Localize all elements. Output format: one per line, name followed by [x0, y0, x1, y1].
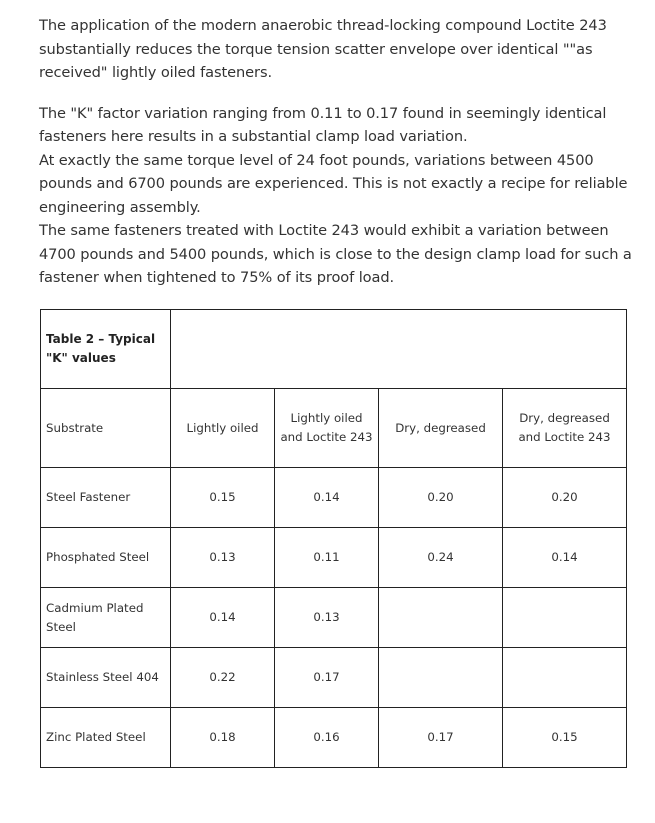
table-cell: 0.20: [503, 468, 627, 528]
header-lightly-oiled-loctite: Lightly oiled and Loctite 243: [275, 389, 379, 468]
table-cell: 0.11: [275, 528, 379, 588]
table-cell: 0.15: [171, 468, 275, 528]
table-cell: 0.14: [171, 588, 275, 648]
table-caption-empty-cell: [171, 310, 627, 389]
header-dry-degreased: Dry, degreased: [379, 389, 503, 468]
table-cell: 0.24: [379, 528, 503, 588]
table-cell: [379, 588, 503, 648]
table-cell: 0.18: [171, 708, 275, 768]
table-cell: [503, 648, 627, 708]
table-header-row: [41, 389, 627, 468]
table-row: [41, 528, 627, 588]
table-cell: 0.15: [503, 708, 627, 768]
text-line: 4700 pounds and 5400 pounds, which is close to the design clamp load for such a: [39, 245, 632, 263]
table-caption: [41, 310, 171, 389]
text-line: substantially reduces the torque tension scatter envelope over identical ""as: [39, 40, 593, 58]
row-label: Cadmium Plated Steel: [41, 588, 171, 648]
table-row: [41, 588, 627, 648]
table-cell: 0.13: [275, 588, 379, 648]
table-caption-line: Table 2 – Typical: [46, 332, 156, 346]
text-line: The same fasteners treated with Loctite 243 would exhibit a variation between: [39, 222, 609, 239]
table-cell: 0.17: [275, 648, 379, 708]
table-row: [41, 468, 627, 528]
text-line: At exactly the same torque level of 24 foot pounds, variations between 4500: [39, 151, 594, 169]
table-row: [41, 648, 627, 708]
text-line: pounds and 6700 pounds are experienced. This is not exactly a recipe for reliable: [39, 175, 628, 192]
table-cell: 0.14: [275, 468, 379, 528]
row-label: Steel Fastener: [41, 468, 171, 528]
table-caption-row: [41, 310, 627, 389]
text-line: fasteners here results in a substantial clamp load variation.: [39, 128, 468, 145]
header-dry-degreased-loctite: Dry, degreased and Loctite 243: [503, 389, 627, 468]
paragraph-loctite-intro: [39, 14, 629, 85]
table-caption-line: "K" values: [46, 351, 116, 365]
header-substrate: Substrate: [41, 389, 171, 468]
table-cell: [503, 588, 627, 648]
article-body: [39, 14, 632, 290]
text-line: The "K" factor variation ranging from 0.11 to 0.17 found in seemingly identical: [39, 104, 607, 122]
table-cell: 0.16: [275, 708, 379, 768]
table-cell: 0.22: [171, 648, 275, 708]
table-cell: 0.14: [503, 528, 627, 588]
table-cell: [379, 648, 503, 708]
table-row: [41, 708, 627, 768]
table-cell: 0.20: [379, 468, 503, 528]
text-line: The application of the modern anaerobic thread-locking compound Loctite 243: [39, 17, 607, 34]
text-line: engineering assembly.: [39, 198, 201, 216]
row-label: Stainless Steel 404: [41, 648, 171, 708]
header-lightly-oiled: Lightly oiled: [171, 389, 275, 468]
table-cell: 0.13: [171, 528, 275, 588]
text-line: fastener when tightened to 75% of its proof load.: [39, 269, 395, 286]
table-cell: 0.17: [379, 708, 503, 768]
row-label: Phosphated Steel: [41, 528, 171, 588]
paragraph-k-factor: [39, 102, 632, 290]
row-label: Zinc Plated Steel: [41, 708, 171, 768]
k-values-table: [40, 309, 627, 768]
text-line: received" lightly oiled fasteners.: [39, 64, 272, 81]
